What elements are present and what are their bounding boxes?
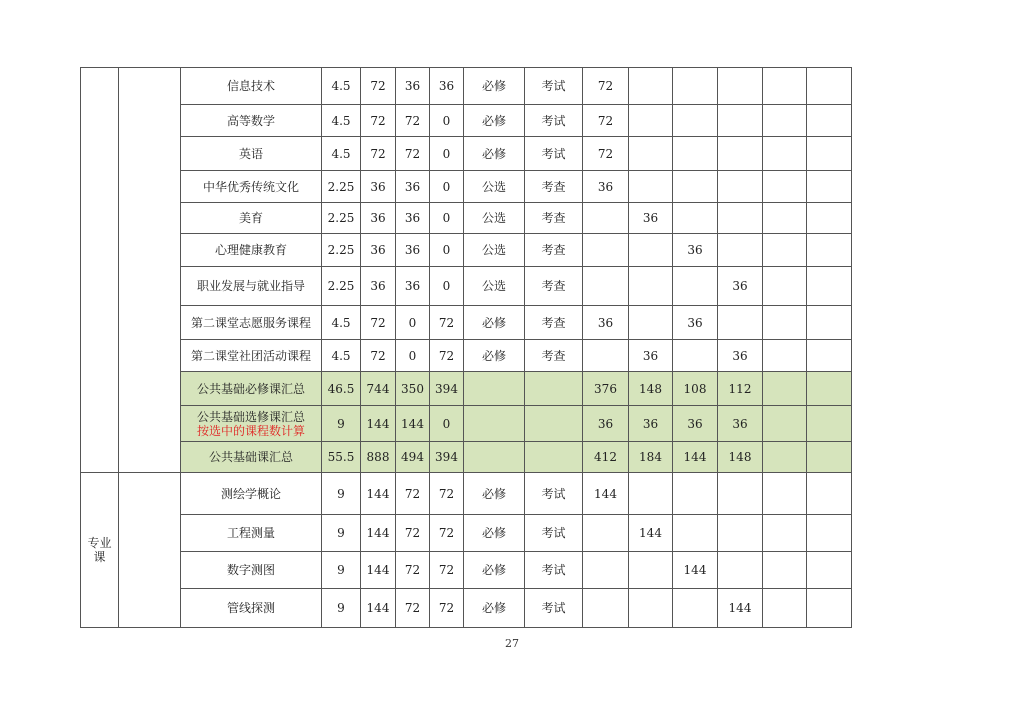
semester-4-cell: 144 xyxy=(718,589,763,628)
credit-cell: 55.5 xyxy=(322,442,361,473)
course-type-cell: 必修 xyxy=(464,552,525,589)
table-row xyxy=(81,267,908,306)
practice-hours-cell: 0 xyxy=(430,234,464,267)
semester-1-cell xyxy=(583,515,629,552)
course-name-cell: 英语 xyxy=(181,137,322,171)
credit-cell: 9 xyxy=(322,515,361,552)
credit-cell: 2.25 xyxy=(322,267,361,306)
semester-1-cell: 412 xyxy=(583,442,629,473)
semester-1-cell xyxy=(583,340,629,372)
semester-4-cell: 36 xyxy=(718,340,763,372)
semester-1-cell xyxy=(583,203,629,234)
assessment-cell xyxy=(525,372,583,406)
total-hours-cell: 144 xyxy=(361,515,396,552)
practice-hours-cell: 0 xyxy=(430,137,464,171)
semester-6-cell xyxy=(807,171,852,203)
practice-hours-cell: 394 xyxy=(430,442,464,473)
assessment-cell: 考查 xyxy=(525,267,583,306)
page-number: 27 xyxy=(505,637,519,650)
credit-cell: 2.25 xyxy=(322,234,361,267)
table-row xyxy=(81,105,908,137)
semester-1-cell xyxy=(583,234,629,267)
theory-hours-cell: 350 xyxy=(396,372,430,406)
semester-3-cell: 108 xyxy=(673,372,718,406)
total-hours-cell: 888 xyxy=(361,442,396,473)
semester-1-cell: 72 xyxy=(583,137,629,171)
semester-4-cell xyxy=(718,473,763,515)
semester-4-cell: 148 xyxy=(718,442,763,473)
assessment-cell: 考查 xyxy=(525,340,583,372)
semester-6-cell xyxy=(807,340,852,372)
practice-hours-cell: 36 xyxy=(430,68,464,105)
semester-2-cell xyxy=(629,589,673,628)
credit-cell: 9 xyxy=(322,589,361,628)
semester-1-cell: 36 xyxy=(583,406,629,442)
semester-6-cell xyxy=(807,267,852,306)
course-type-cell: 必修 xyxy=(464,589,525,628)
course-type-cell xyxy=(464,442,525,473)
semester-6-cell xyxy=(807,137,852,171)
semester-5-cell xyxy=(763,203,807,234)
semester-1-cell: 36 xyxy=(583,306,629,340)
semester-3-cell xyxy=(673,473,718,515)
semester-5-cell xyxy=(763,473,807,515)
practice-hours-cell: 72 xyxy=(430,306,464,340)
assessment-cell: 考查 xyxy=(525,306,583,340)
semester-3-cell xyxy=(673,68,718,105)
semester-2-cell xyxy=(629,137,673,171)
theory-hours-cell: 0 xyxy=(396,340,430,372)
practice-hours-cell: 0 xyxy=(430,267,464,306)
semester-2-cell: 36 xyxy=(629,340,673,372)
practice-hours-cell: 72 xyxy=(430,589,464,628)
semester-4-cell xyxy=(718,203,763,234)
summary-name-cell xyxy=(181,406,322,442)
category-cell xyxy=(81,68,119,473)
table-row xyxy=(81,203,908,234)
total-hours-cell: 72 xyxy=(361,137,396,171)
semester-3-cell xyxy=(673,515,718,552)
semester-5-cell xyxy=(763,515,807,552)
semester-2-cell xyxy=(629,234,673,267)
table-body xyxy=(81,68,908,628)
practice-hours-cell: 72 xyxy=(430,473,464,515)
practice-hours-cell: 72 xyxy=(430,552,464,589)
theory-hours-cell: 36 xyxy=(396,234,430,267)
semester-5-cell xyxy=(763,589,807,628)
total-hours-cell: 72 xyxy=(361,105,396,137)
course-type-cell xyxy=(464,406,525,442)
theory-hours-cell: 0 xyxy=(396,306,430,340)
credit-cell: 9 xyxy=(322,552,361,589)
semester-2-cell xyxy=(629,306,673,340)
semester-1-cell: 36 xyxy=(583,171,629,203)
course-name-cell: 职业发展与就业指导 xyxy=(181,267,322,306)
credit-cell: 4.5 xyxy=(322,137,361,171)
total-hours-cell: 36 xyxy=(361,171,396,203)
semester-4-cell xyxy=(718,552,763,589)
semester-3-cell xyxy=(673,137,718,171)
practice-hours-cell: 0 xyxy=(430,406,464,442)
assessment-cell: 考试 xyxy=(525,137,583,171)
semester-3-cell xyxy=(673,171,718,203)
course-type-cell: 必修 xyxy=(464,515,525,552)
semester-6-cell xyxy=(807,105,852,137)
table-row xyxy=(81,306,908,340)
total-hours-cell: 72 xyxy=(361,68,396,105)
semester-2-cell xyxy=(629,267,673,306)
semester-6-cell xyxy=(807,442,852,473)
assessment-cell: 考试 xyxy=(525,552,583,589)
theory-hours-cell: 72 xyxy=(396,589,430,628)
assessment-cell xyxy=(525,406,583,442)
semester-4-cell: 112 xyxy=(718,372,763,406)
theory-hours-cell: 144 xyxy=(396,406,430,442)
semester-1-cell xyxy=(583,552,629,589)
semester-5-cell xyxy=(763,171,807,203)
semester-2-cell xyxy=(629,105,673,137)
subcategory-cell xyxy=(119,473,181,628)
credit-cell: 4.5 xyxy=(322,340,361,372)
semester-5-cell xyxy=(763,267,807,306)
assessment-cell: 考查 xyxy=(525,203,583,234)
semester-3-cell xyxy=(673,267,718,306)
course-type-cell: 必修 xyxy=(464,473,525,515)
table-row xyxy=(81,552,908,589)
assessment-cell: 考试 xyxy=(525,589,583,628)
course-name-cell: 美育 xyxy=(181,203,322,234)
theory-hours-cell: 72 xyxy=(396,137,430,171)
semester-4-cell xyxy=(718,515,763,552)
theory-hours-cell: 494 xyxy=(396,442,430,473)
course-type-cell: 必修 xyxy=(464,340,525,372)
assessment-cell: 考试 xyxy=(525,105,583,137)
assessment-cell: 考查 xyxy=(525,171,583,203)
section-label-cell: 专业 课 xyxy=(81,473,119,628)
total-hours-cell: 144 xyxy=(361,473,396,515)
course-type-cell: 必修 xyxy=(464,306,525,340)
semester-4-cell xyxy=(718,306,763,340)
semester-5-cell xyxy=(763,68,807,105)
theory-hours-cell: 72 xyxy=(396,105,430,137)
semester-2-cell xyxy=(629,171,673,203)
semester-5-cell xyxy=(763,372,807,406)
theory-hours-cell: 72 xyxy=(396,473,430,515)
table-row xyxy=(81,234,908,267)
theory-hours-cell: 72 xyxy=(396,515,430,552)
semester-6-cell xyxy=(807,515,852,552)
semester-6-cell xyxy=(807,306,852,340)
course-name-cell: 管线探测 xyxy=(181,589,322,628)
semester-1-cell xyxy=(583,589,629,628)
theory-hours-cell: 72 xyxy=(396,552,430,589)
semester-6-cell xyxy=(807,372,852,406)
theory-hours-cell: 36 xyxy=(396,203,430,234)
credit-cell: 46.5 xyxy=(322,372,361,406)
assessment-cell xyxy=(525,442,583,473)
semester-3-cell xyxy=(673,340,718,372)
semester-6-cell xyxy=(807,68,852,105)
semester-6-cell xyxy=(807,552,852,589)
practice-hours-cell: 394 xyxy=(430,372,464,406)
semester-1-cell: 72 xyxy=(583,105,629,137)
summary-label: 公共基础选修课汇总 xyxy=(196,409,305,424)
practice-hours-cell: 72 xyxy=(430,515,464,552)
semester-2-cell: 148 xyxy=(629,372,673,406)
course-name-cell: 第二课堂志愿服务课程 xyxy=(181,306,322,340)
semester-1-cell: 72 xyxy=(583,68,629,105)
semester-3-cell xyxy=(673,105,718,137)
semester-3-cell: 36 xyxy=(673,234,718,267)
total-hours-cell: 144 xyxy=(361,589,396,628)
course-name-cell: 信息技术 xyxy=(181,68,322,105)
total-hours-cell: 72 xyxy=(361,306,396,340)
course-name-cell: 工程测量 xyxy=(181,515,322,552)
semester-3-cell: 36 xyxy=(673,406,718,442)
semester-5-cell xyxy=(763,406,807,442)
semester-4-cell xyxy=(718,105,763,137)
practice-hours-cell: 0 xyxy=(430,203,464,234)
semester-5-cell xyxy=(763,552,807,589)
course-type-cell: 公选 xyxy=(464,234,525,267)
semester-2-cell xyxy=(629,552,673,589)
practice-hours-cell: 0 xyxy=(430,171,464,203)
table-row xyxy=(81,340,908,372)
course-type-cell: 公选 xyxy=(464,267,525,306)
course-type-cell: 必修 xyxy=(464,105,525,137)
assessment-cell: 考试 xyxy=(525,68,583,105)
semester-5-cell xyxy=(763,306,807,340)
summary-name-cell xyxy=(181,372,322,406)
table-row xyxy=(81,589,908,628)
course-name-cell: 高等数学 xyxy=(181,105,322,137)
semester-4-cell: 36 xyxy=(718,267,763,306)
course-type-cell: 公选 xyxy=(464,203,525,234)
semester-5-cell xyxy=(763,105,807,137)
semester-6-cell xyxy=(807,406,852,442)
course-type-cell xyxy=(464,372,525,406)
practice-hours-cell: 72 xyxy=(430,340,464,372)
semester-4-cell xyxy=(718,171,763,203)
theory-hours-cell: 36 xyxy=(396,171,430,203)
assessment-cell: 考试 xyxy=(525,473,583,515)
course-type-cell: 必修 xyxy=(464,137,525,171)
credit-cell: 2.25 xyxy=(322,171,361,203)
table-row xyxy=(81,515,908,552)
semester-6-cell xyxy=(807,203,852,234)
credit-cell: 2.25 xyxy=(322,203,361,234)
credit-cell: 4.5 xyxy=(322,306,361,340)
total-hours-cell: 144 xyxy=(361,552,396,589)
course-name-cell: 第二课堂社团活动课程 xyxy=(181,340,322,372)
semester-5-cell xyxy=(763,442,807,473)
semester-6-cell xyxy=(807,473,852,515)
semester-4-cell xyxy=(718,234,763,267)
semester-4-cell xyxy=(718,68,763,105)
semester-4-cell: 36 xyxy=(718,406,763,442)
table-row xyxy=(81,171,908,203)
table-row xyxy=(81,406,908,442)
table-row xyxy=(81,442,908,473)
total-hours-cell: 744 xyxy=(361,372,396,406)
course-type-cell: 公选 xyxy=(464,171,525,203)
semester-5-cell xyxy=(763,234,807,267)
semester-2-cell xyxy=(629,473,673,515)
semester-1-cell: 376 xyxy=(583,372,629,406)
summary-note: 按选中的课程数计算 xyxy=(196,423,305,438)
course-name-cell: 心理健康教育 xyxy=(181,234,322,267)
assessment-cell: 考试 xyxy=(525,515,583,552)
semester-3-cell xyxy=(673,203,718,234)
assessment-cell: 考查 xyxy=(525,234,583,267)
semester-6-cell xyxy=(807,234,852,267)
total-hours-cell: 144 xyxy=(361,406,396,442)
total-hours-cell: 72 xyxy=(361,340,396,372)
semester-2-cell: 36 xyxy=(629,406,673,442)
course-plan-table xyxy=(80,67,908,628)
semester-2-cell xyxy=(629,68,673,105)
practice-hours-cell: 0 xyxy=(430,105,464,137)
course-name-cell: 中华优秀传统文化 xyxy=(181,171,322,203)
semester-3-cell xyxy=(673,589,718,628)
credit-cell: 4.5 xyxy=(322,68,361,105)
course-name-cell: 测绘学概论 xyxy=(181,473,322,515)
semester-5-cell xyxy=(763,340,807,372)
semester-2-cell: 144 xyxy=(629,515,673,552)
subcategory-cell xyxy=(119,68,181,473)
semester-1-cell: 144 xyxy=(583,473,629,515)
table-row xyxy=(81,137,908,171)
total-hours-cell: 36 xyxy=(361,203,396,234)
semester-6-cell xyxy=(807,589,852,628)
summary-label: 公共基础课汇总 xyxy=(208,450,293,464)
semester-2-cell: 184 xyxy=(629,442,673,473)
table-row xyxy=(81,68,908,105)
course-name-cell: 数字测图 xyxy=(181,552,322,589)
semester-3-cell: 144 xyxy=(673,552,718,589)
credit-cell: 9 xyxy=(322,473,361,515)
semester-1-cell xyxy=(583,267,629,306)
course-type-cell: 必修 xyxy=(464,68,525,105)
theory-hours-cell: 36 xyxy=(396,267,430,306)
credit-cell: 9 xyxy=(322,406,361,442)
semester-4-cell xyxy=(718,137,763,171)
semester-2-cell: 36 xyxy=(629,203,673,234)
total-hours-cell: 36 xyxy=(361,234,396,267)
summary-name-cell xyxy=(181,442,322,473)
semester-3-cell: 144 xyxy=(673,442,718,473)
semester-5-cell xyxy=(763,137,807,171)
summary-label: 公共基础必修课汇总 xyxy=(196,381,305,396)
table-row xyxy=(81,372,908,406)
theory-hours-cell: 36 xyxy=(396,68,430,105)
credit-cell: 4.5 xyxy=(322,105,361,137)
semester-3-cell: 36 xyxy=(673,306,718,340)
table-row xyxy=(81,473,908,515)
total-hours-cell: 36 xyxy=(361,267,396,306)
